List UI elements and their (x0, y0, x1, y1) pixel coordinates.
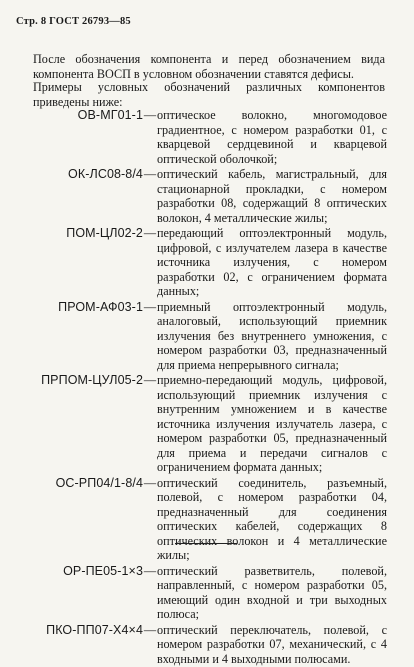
item-dash: — (143, 108, 157, 123)
list-item (0, 373, 414, 476)
list-item (0, 226, 414, 300)
item-dash: — (143, 167, 157, 182)
item-code: ПОМ-ЦЛ02-2 (0, 226, 143, 241)
list-item (0, 108, 414, 167)
item-code: ПРПОМ-ЦУЛ05-2 (0, 373, 143, 388)
item-description: приемно-передающий модуль, цифровой, использующий приемник излучения с внутренним умножением и в качестве источника излучения излучатель лазера, с номером разработки 05, предназначенный для приема и передачи сигналов с ограничением формата данных; (157, 373, 387, 475)
item-code: ОР-ПЕ05-1×3 (0, 564, 143, 579)
closing-divider-line (175, 543, 237, 544)
page-header: Стр. 8 ГОСТ 26793—85 (16, 16, 131, 27)
item-dash: — (143, 373, 157, 388)
item-code: ОС-РП04/1-8/4 (0, 476, 143, 491)
item-code: ОВ-МГ01-1 (0, 108, 143, 123)
item-dash: — (143, 564, 157, 579)
paragraph-examples-intro: Примеры условных обозначений различных компонентов приведены ниже: (33, 80, 385, 109)
item-code: ПКО-ПП07-Х4×4 (0, 623, 143, 638)
list-item (0, 564, 414, 623)
item-description: приемный оптоэлектронный модуль, аналоговый, использующий приемник излучения без внутреннего умножения, с номером разработки 03, предназначенный для приема непрерывного сигнала; (157, 300, 387, 373)
item-description: передающий оптоэлектронный модуль, цифровой, с излучателем лазера в качестве источника излучения, с номером разработки 02, с ограничением формата данных; (157, 226, 387, 299)
item-dash: — (143, 300, 157, 315)
item-description: оптический кабель, магистральный, для стационарной прокладки, с номером разработки 08, содержащий 8 оптических волокон, 4 металлические жилы; (157, 167, 387, 225)
item-dash: — (143, 226, 157, 241)
item-code: ОК-ЛС08-8/4 (0, 167, 143, 182)
item-description: оптическое волокно, многомодовое градиентное, с номером разработки 01, с кварцевой сердцевиной и кварцевой оптической оболочкой; (157, 108, 387, 166)
item-description: оптический разветвитель, полевой, направленный, с номером разработки 05, имеющий один входной и три выходных полюса; (157, 564, 387, 622)
item-code: ПРОМ-АФ03-1 (0, 300, 143, 315)
list-item (0, 476, 414, 564)
designation-examples-list (0, 108, 414, 667)
list-item (0, 300, 414, 374)
item-dash: — (143, 623, 157, 638)
list-item (0, 167, 414, 226)
item-description: оптический соединитель, разъемный, полевой, с номером разработки 04, предназначенный для соединения оптических кабелей, содержащих 8 оптических волокон и 4 металлические жилы; (157, 476, 387, 563)
item-dash: — (143, 476, 157, 491)
list-item (0, 623, 414, 667)
paragraph-hyphen-rule: После обозначения компонента и перед обозначением вида компонента ВОСП в условном обозначении ставятся дефисы. (33, 52, 385, 81)
item-description: оптический переключатель, полевой, с номером разработки 07, механический, с 4 входными и 4 выходными полюсами. (157, 623, 387, 667)
